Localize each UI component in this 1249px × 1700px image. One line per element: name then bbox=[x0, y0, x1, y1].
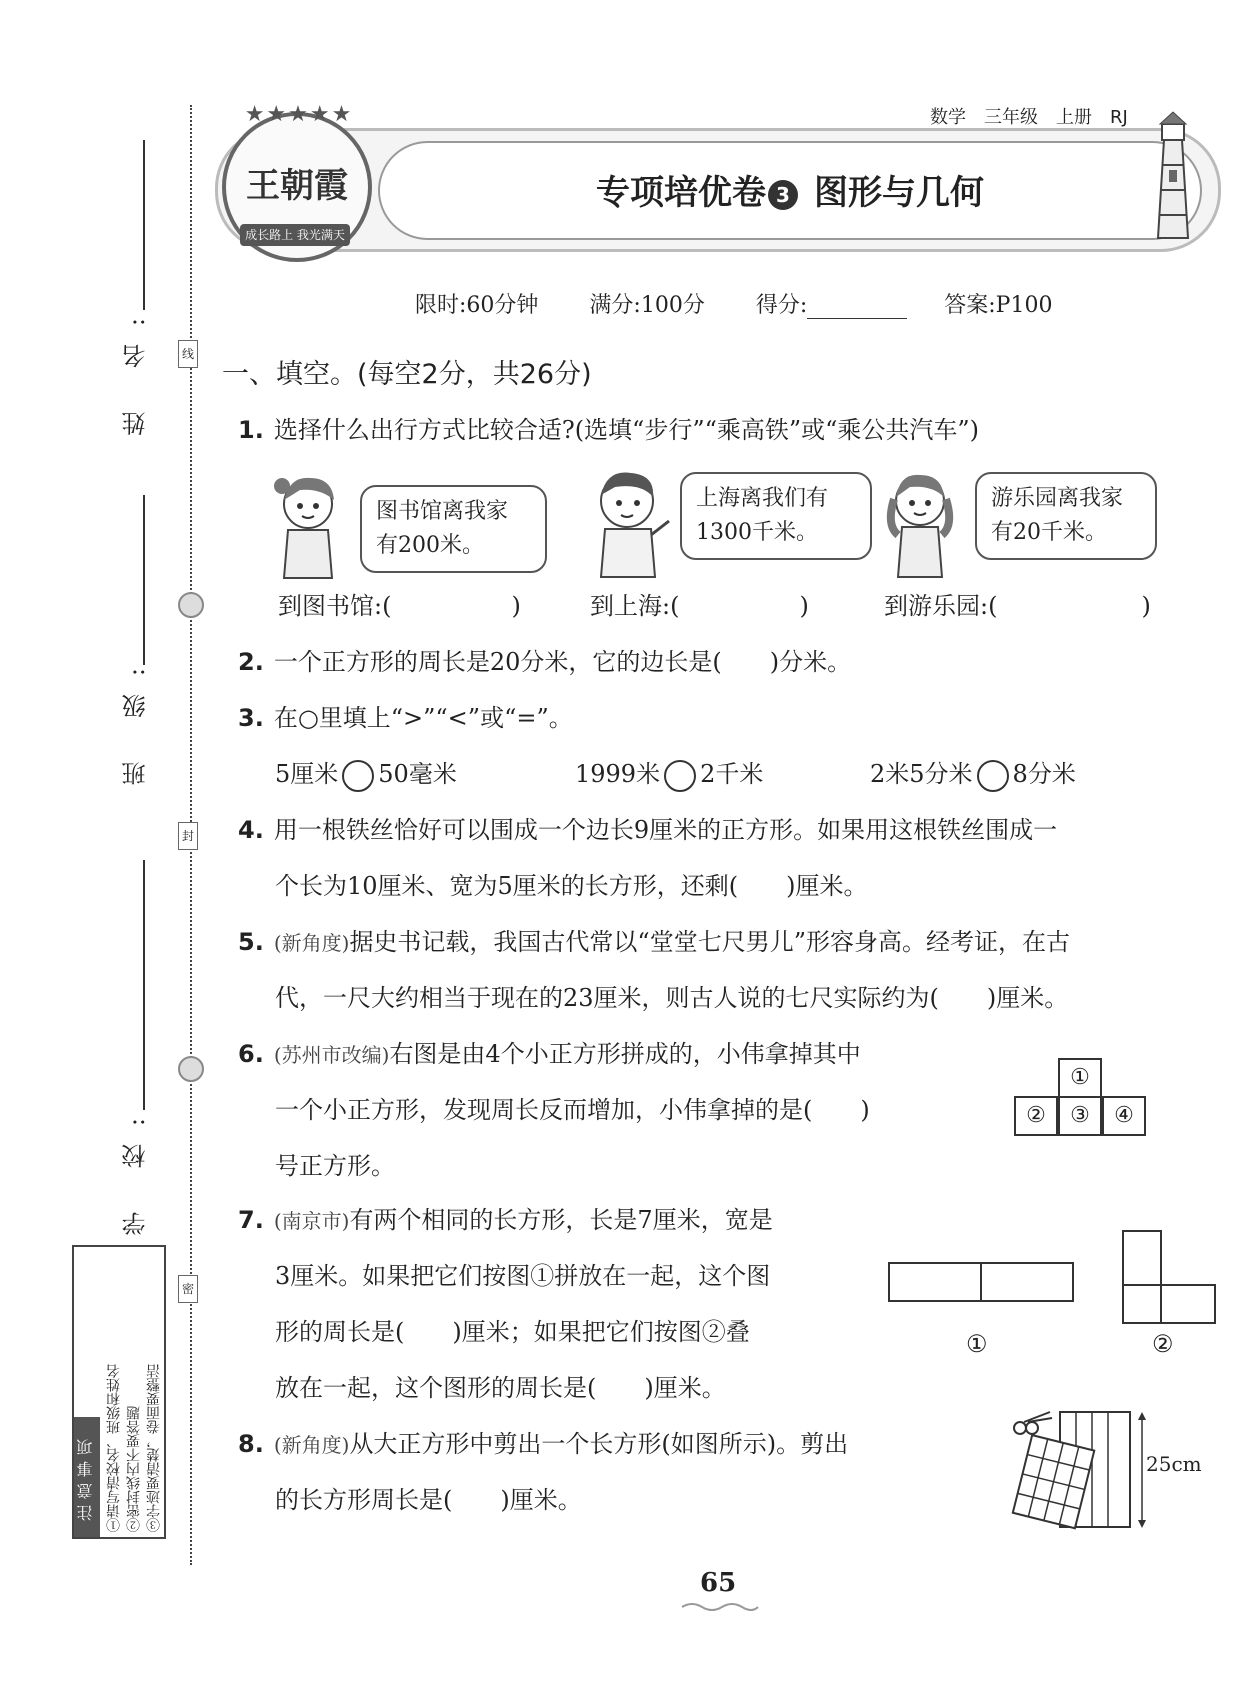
question-7-line4: 放在一起，这个图形的周长是( )厘米。 bbox=[275, 1374, 726, 1402]
class-label: 班 级: bbox=[122, 650, 150, 786]
compare-circle[interactable] bbox=[977, 760, 1009, 792]
page-title bbox=[380, 165, 1200, 214]
title-part1: 专项培优卷 bbox=[596, 173, 766, 213]
title-number-badge: 3 bbox=[768, 180, 798, 210]
score-blank[interactable] bbox=[807, 298, 907, 319]
cut-rectangle-figure bbox=[1010, 1400, 1160, 1540]
question-8-line2: 的长方形周长是( )厘米。 bbox=[275, 1486, 582, 1514]
exam-info bbox=[415, 288, 1052, 319]
answer-library[interactable]: 到图书馆:( ) bbox=[278, 592, 521, 620]
speech-bubble: 上海离我们有 1300千米。 bbox=[680, 472, 872, 560]
notice-title: 注意事项 bbox=[74, 1417, 100, 1537]
logo-slogan: 成长路上 我光满天 bbox=[240, 224, 350, 246]
question-1 bbox=[238, 410, 979, 445]
scissors-icon bbox=[1014, 1412, 1052, 1434]
speech-bubble: 图书馆离我家 有200米。 bbox=[360, 485, 547, 573]
question-8: 8. (新角度)从大正方形中剪出一个长方形(如图所示)。剪出 bbox=[238, 1430, 849, 1458]
binding-circle-mark bbox=[178, 1056, 204, 1082]
title-part2: 图形与几何 bbox=[814, 173, 984, 213]
full-score: 满分:100分 bbox=[589, 293, 705, 318]
square-2: ② bbox=[1014, 1096, 1058, 1136]
boy-illustration-icon bbox=[585, 465, 675, 580]
question-6: 6. (苏州市改编)右图是由4个小正方形拼成的，小伟拿掉其中 bbox=[238, 1040, 861, 1068]
answer-shanghai[interactable]: 到上海:( ) bbox=[590, 592, 809, 620]
class-field[interactable] bbox=[143, 495, 145, 665]
figure1-rect-left bbox=[888, 1262, 982, 1302]
answer-park[interactable]: 到游乐园:( ) bbox=[884, 592, 1151, 620]
question-7: 7. (南京市)有两个相同的长方形，长是7厘米，宽是 bbox=[238, 1206, 773, 1234]
question-2: 2. 一个正方形的周长是20分米，它的边长是( )分米。 bbox=[238, 648, 852, 676]
square-1: ① bbox=[1058, 1058, 1102, 1098]
girl-illustration-icon bbox=[880, 465, 960, 580]
question-number: 1. bbox=[238, 416, 264, 444]
binding-circle-mark bbox=[178, 592, 204, 618]
speech-bubble: 游乐园离我家 有20千米。 bbox=[975, 472, 1157, 560]
question-7-line2: 3厘米。如果把它们按图①拼放在一起，这个图 bbox=[275, 1262, 771, 1290]
compare-circle[interactable] bbox=[664, 760, 696, 792]
question-7-line3: 形的周长是( )厘米；如果把它们按图②叠 bbox=[275, 1318, 750, 1346]
answer-ref: 答案:P100 bbox=[944, 293, 1053, 318]
name-field[interactable] bbox=[143, 140, 145, 310]
question-6-line2: 一个小正方形，发现周长反而增加，小伟拿掉的是( ) bbox=[275, 1096, 870, 1124]
notice-box bbox=[72, 1245, 166, 1539]
question-6-line3: 号正方形。 bbox=[275, 1152, 395, 1180]
figure2-label: ② bbox=[1152, 1330, 1174, 1358]
subject-meta: 数学 三年级 上册 RJ bbox=[930, 107, 1128, 128]
square-4: ④ bbox=[1102, 1096, 1146, 1136]
binding-marker-close: 密 bbox=[178, 1275, 198, 1303]
figure1-label: ① bbox=[966, 1330, 988, 1358]
stars-icon: ★★★★★ bbox=[244, 102, 354, 127]
question-text: 选择什么出行方式比较合适?(选填“步行”“乘高铁”或“乘公共汽车”) bbox=[273, 416, 980, 444]
girl-illustration-icon bbox=[270, 470, 350, 580]
binding-marker-seal: 封 bbox=[178, 822, 198, 850]
score-label: 得分: bbox=[755, 293, 808, 318]
name-label: 姓 名: bbox=[122, 300, 150, 436]
school-label: 学 校: bbox=[122, 1100, 150, 1236]
compare-circle[interactable] bbox=[342, 760, 374, 792]
logo-name: 王朝霞 bbox=[246, 166, 348, 206]
brand-logo bbox=[222, 102, 372, 262]
question-3: 3. 在○里填上“>”“<”或“=”。 bbox=[238, 704, 573, 732]
notice-item: ①请写清校名、班级和姓名 bbox=[106, 1364, 122, 1532]
page-number: 65 bbox=[700, 1568, 737, 1598]
time-limit: 限时:60分钟 bbox=[415, 293, 539, 318]
lighthouse-icon bbox=[1150, 110, 1196, 240]
binding-marker-line: 线 bbox=[178, 340, 198, 368]
question-5: 5. (新角度)据史书记载，我国古代常以“堂堂七尺男儿”形容身高。经考证，在古 bbox=[238, 928, 1070, 956]
section-title: 一、填空。(每空2分，共26分) bbox=[222, 359, 592, 390]
question-4-line2: 个长为10厘米、宽为5厘米的长方形，还剩( )厘米。 bbox=[275, 872, 868, 900]
question-5-line2: 代，一尺大约相当于现在的23厘米，则古人说的七尺实际约为( )厘米。 bbox=[275, 984, 1069, 1012]
dimension-label: 25cm bbox=[1146, 1452, 1202, 1476]
compare-item-2: 1999米 2千米 bbox=[575, 754, 763, 792]
school-field[interactable] bbox=[143, 860, 145, 1110]
figure2-rect-horizontal bbox=[1122, 1284, 1216, 1324]
square-3: ③ bbox=[1058, 1096, 1102, 1136]
question-4: 4. 用一根铁丝恰好可以围成一个边长9厘米的正方形。如果用这根铁丝围成一 bbox=[238, 816, 1058, 844]
wave-decoration-icon bbox=[680, 1600, 760, 1614]
notice-item: ②密封线内不要答题 bbox=[126, 1406, 142, 1532]
notice-item: ③字迹要清楚，卷面要整洁 bbox=[146, 1364, 162, 1532]
compare-item-1: 5厘米 50毫米 bbox=[275, 754, 457, 792]
compare-item-3: 2米5分米 8分米 bbox=[870, 754, 1076, 792]
figure1-rect-right bbox=[980, 1262, 1074, 1302]
